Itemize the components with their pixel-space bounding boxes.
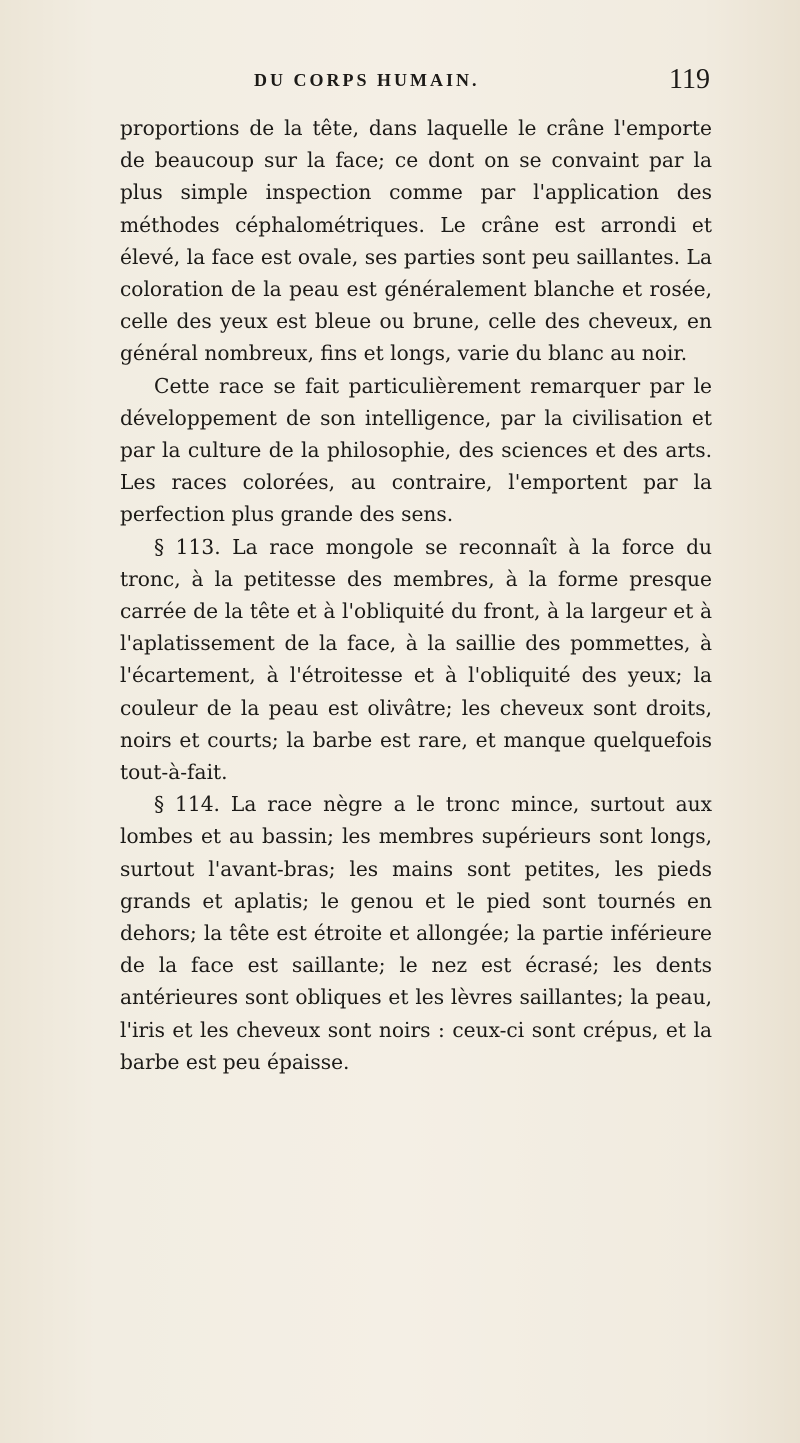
running-title: DU CORPS HUMAIN. [254,70,480,90]
paragraph-2: Cette race se fait particulièrement remarquer par le développement de son intelligence, par la civilisation et par la culture de la philosophie, des sciences et des arts. Les races colorées, au contraire, l'emportent par la perfection plus grande des sens. [120,373,712,527]
paragraph-1: proportions de la tête, dans laquelle le crâne l'emporte de beaucoup sur la face; ce dont on se convaint par la plus simple inspection comme par l'application des méthodes céphalométriques. Le crâne est arrondi et élevé, la face est ovale, ses parties sont peu saillantes. La coloration de la peau est généralement blanche et rosée, celle des yeux est bleue ou brune, celle des cheveux, en général nombreux, fins et longs, varie du blanc au noir. [120,116,712,366]
paragraph-section-114: § 114. La race nègre a le tronc mince, surtout aux lombes et au bassin; les membres supérieurs sont longs, surtout l'avant-bras; les mains sont petites, les pieds grands et aplatis; le genou et le pied sont tournés en dehors; la tête est étroite et allongée; la partie inférieure de la face est saillante; le nez est écrasé; les dents antérieures sont obliques et les lèvres saillantes; la peau, l'iris et les cheveux sont noirs : ceux-ci sont crépus, et la barbe est peu épaisse. [120,792,712,1074]
running-head [120,60,710,100]
paragraph-section-113: § 113. La race mongole se reconnaît à la force du tronc, à la petitesse des membres, à la forme presque carrée de la tête et à l'obliquité du front, à la largeur et à l'aplatissement de la face, à la saillie des pommettes, à l'écartement, à l'étroitesse et à l'obliquité des yeux; la couleur de la peau est olivâtre; les cheveux sont droits, noirs et courts; la barbe est rare, et manque quelquefois tout-à-fait. [120,534,712,785]
page-number: 119 [669,64,710,95]
body-text [120,112,712,1078]
